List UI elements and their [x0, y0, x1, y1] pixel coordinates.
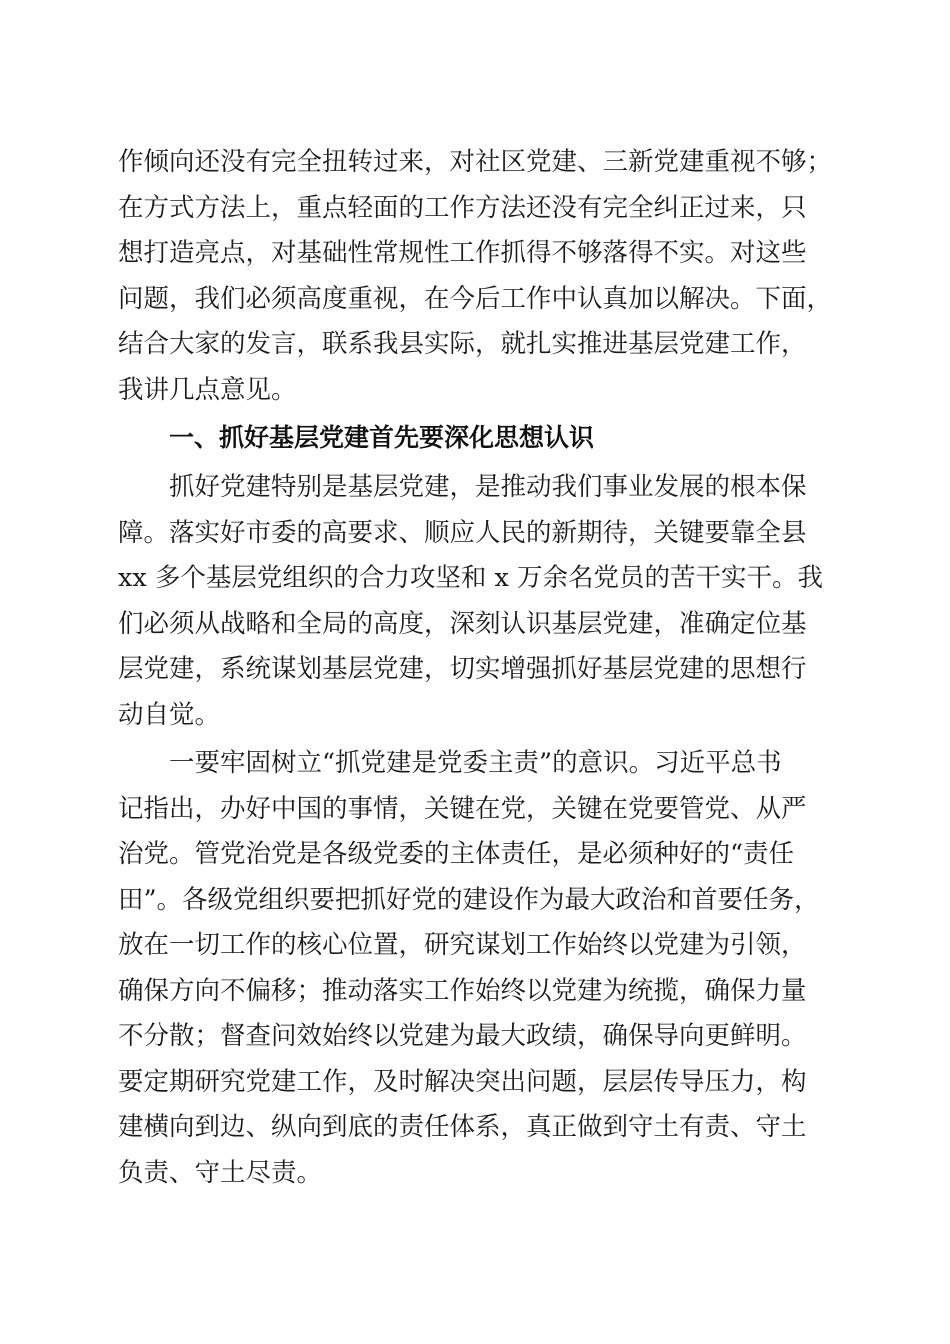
text-line: 层党建，系统谋划基层党建，切实增强抓好基层党建的思想行: [118, 654, 807, 684]
text-line: 作倾向还没有完全扭转过来，对社区党建、三新党建重视不够；: [118, 147, 833, 177]
text-line: 治党。管党治党是各级党委的主体责任，是必须种好的“责任: [118, 839, 795, 869]
text-line: 要定期研究党建工作，及时解决突出问题，层层传导压力，构: [118, 1066, 807, 1097]
text-line: 问题，我们必须高度重视，在今后工作中认真加以解决。下面，: [118, 283, 833, 314]
text-line: 障。落实好市委的高要求、顺应人民的新期待，关键要靠全县: [118, 517, 807, 548]
section-heading: 一、抓好基层党建首先要深化思想认识: [169, 423, 595, 452]
text-line: 抓好党建特别是基层党建，是推动我们事业发展的根本保: [169, 472, 807, 502]
text-line: 在方式方法上，重点轻面的工作方法还没有完全纠正过来，只: [118, 192, 807, 223]
document-body: [118, 140, 838, 1196]
text-line: 田”。各级党组织要把抓好党的建设作为最大政治和首要任务，: [118, 884, 820, 915]
text-line: 结合大家的发言，联系我县实际，就扎实推进基层党建工作，: [118, 329, 807, 359]
text-line: 记指出，办好中国的事情，关键在党，关键在党要管党、从严: [118, 793, 807, 824]
text-line: 我讲几点意见。: [118, 374, 297, 405]
text-line: 负责、守土尽责。: [118, 1157, 323, 1188]
text-line: 确保方向不偏移；推动落实工作始终以党建为统揽，确保力量: [118, 975, 807, 1006]
text-line: 一要牢固树立“抓党建是党委主责”的意识。习近平总书: [169, 748, 782, 778]
text-line: 放在一切工作的核心位置，研究谋划工作始终以党建为引领，: [118, 930, 807, 960]
text-line: 们必须从战略和全局的高度，深刻认识基层党建，准确定位基: [118, 608, 807, 639]
text-line: 建横向到边、纵向到底的责任体系，真正做到守土有责、守土: [118, 1112, 807, 1142]
text-line: 想打造亮点，对基础性常规性工作抓得不够落得不实。对这些: [118, 238, 807, 268]
paragraph-2: [118, 741, 838, 1196]
text-line: 动自觉。: [118, 699, 221, 730]
continuation-paragraph: [118, 140, 838, 413]
text-line: xx 多个基层党组织的合力攻坚和 x 万余名党员的苦干实干。我: [118, 563, 823, 593]
text-line: 不分散；督查问效始终以党建为最大政绩，确保导向更鲜明。: [118, 1021, 807, 1051]
paragraph-1: [118, 462, 838, 738]
